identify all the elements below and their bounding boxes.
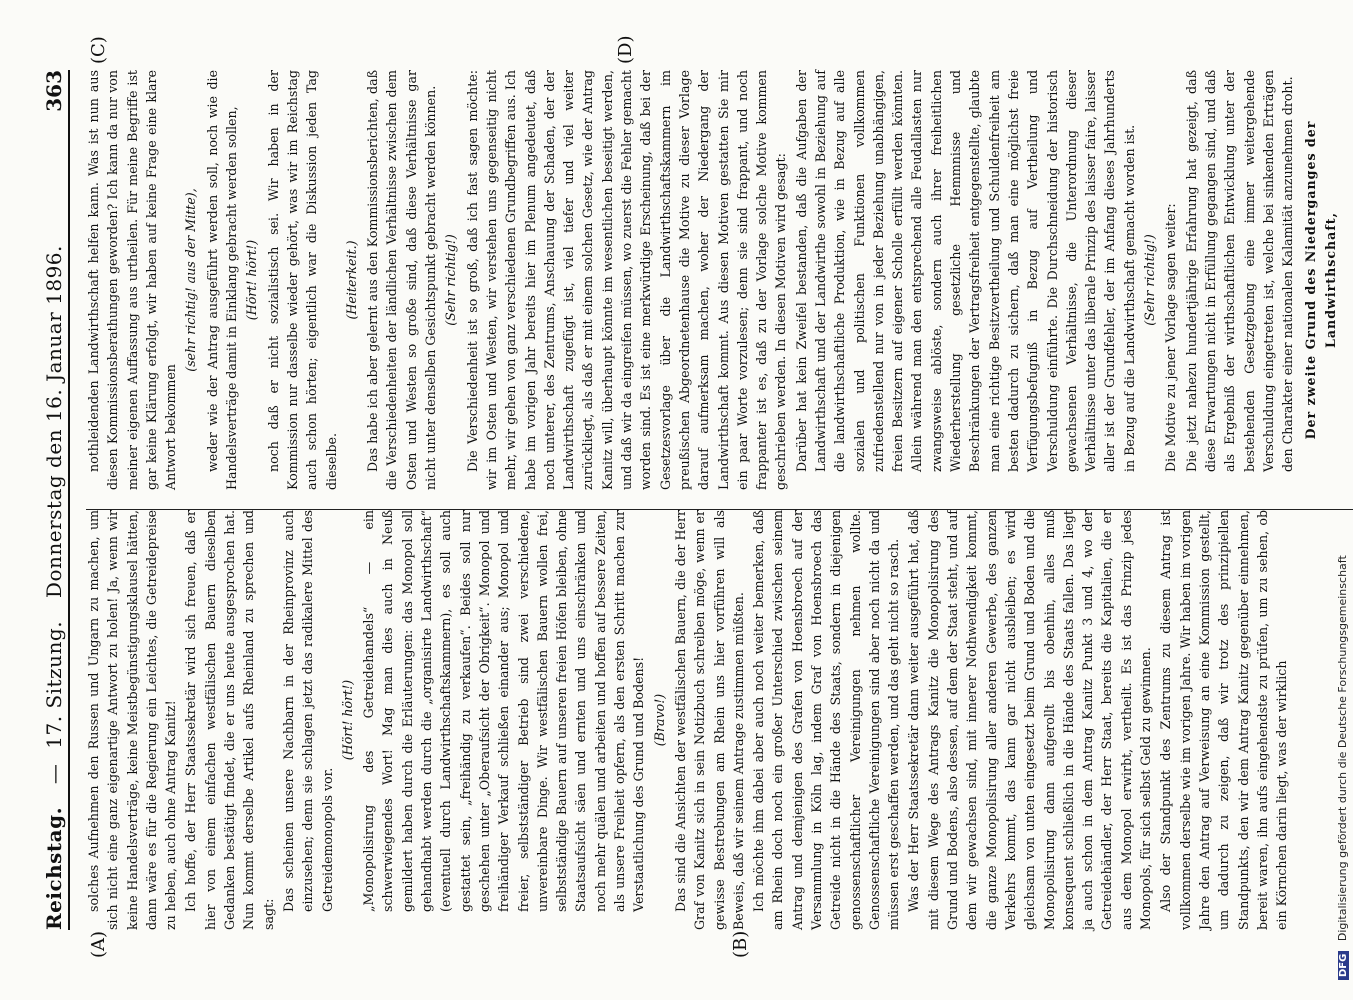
dfg-logo-icon: DFG (1338, 951, 1349, 980)
paragraph: Ich möchte ihm dabei aber auch noch weiter bemerken, daß am Rhein doch noch ein großer Unterschied zwischen seinem Antrag und demjenigen des Grafen von Hoensbroech auf der Versammlung in Köln lag, indem Graf von Hoensbroech das Getreide nicht in die Hände des Staats, sondern in diejenigen genossenschaftlicher Vereinigungen nehmen wollte. Genossenschaftliche Vereinigungen sind aber noch nicht da und müssen erst geschaffen werden, und das geht nicht so rasch. (751, 510, 902, 930)
quotation: „Monopolisirung des Getreidehandels“ — ein schwerwiegendes Wort! Mag man dies auch in Neuß gemildert haben durch die Erläuterungen: das Monopol soll gehandhabt werden durch die „organisirte Landwirthschaft“ (eventuell durch Landwirthschaftskammern), es soll auch gestattet sein, „freihändig zu verkaufen“. Beides soll nur geschehen unter „Oberaufsicht der Obrigkeit“. Monopol und freihändiger Verkauf schließen einander aus; Monopol und freier, selbstständiger Betrieb sind zwei verschiedene, unvereinbare Dinge. Wir westfälischen Bauern wollen frei, selbstständige Bauern auf unseren freien Höfen bleiben, ohne Staatsaufsicht säen und ernten und uns einschränken und noch mehr quälen und arbeiten und hoffen auf bessere Zeiten, als unsere Freiheit opfern, als den ersten Schritt machen zur Verstaatlichung des Grund und Bodens! (361, 510, 647, 912)
header-session: 17. Sitzung. (42, 620, 66, 749)
paragraph: Das sind die Ansichten der westfälischen Bauern, die der Herr Graf von Kanitz sich in sein Notizbuch schreiben möge, wenn er gewisse Bestrebungen am Rhein uns hier vorführen will als Beweis, daß wir seinem Antrage zustimmen müßten. (672, 510, 746, 930)
left-text-column (84, 510, 1292, 930)
paragraph: weder wie der Antrag ausgeführt werden soll, noch wie die Handelsverträge damit in Einklang gebracht werden sollen, (204, 70, 240, 490)
paragraph: Also der Standpunkt des Zentrums zu diesem Antrag ist vollkommen derselbe wie im vorigen Jahre. Wir haben im vorigen Jahre den Antrag auf Verweisung an eine Kommission gestellt, um dadurch zu zeigen, daß wir trotz des prinzipiellen Standpunkts, den wir dem Antrag Kanitz gegenüber einnehmen, bereit waren, ihn aufs eingehendste zu prüfen, um zu sehen, ob ein Körnchen darin liegt, was der wirklich (1158, 510, 1290, 930)
margin-marker-a: (A) (88, 930, 109, 958)
right-text-column (84, 70, 1341, 490)
interjection: (Sehr richtig!) (443, 234, 459, 326)
page-header (38, 70, 70, 930)
paragraph: noch daß er nicht sozialistisch sei. Wir haben in der Kommission nur dasselbe wieder gehört, was wir im Reichstag auch schon hörten; eigentlich war die Diskussion jeden Tag dieselbe. (265, 70, 339, 490)
margin-marker-d: (D) (615, 35, 636, 64)
section-heading: Der zweite Grund des Niederganges der Landwirthschaft, (1303, 120, 1338, 440)
interjection: (Hört! hört!) (244, 239, 260, 321)
interjection: (Heiterkeit.) (343, 240, 359, 320)
interjection: (Hört! hört!) (339, 679, 355, 761)
margin-marker-b: (B) (730, 930, 751, 958)
quotation: Darüber hat kein Zweifel bestanden, daß die Aufgaben der Landwirthschaft und der Landwirthe sowohl in Beziehung auf die landwirthschaftliche Produktion, wie in Bezug auf alle sozialen und politischen Funktionen vollkommen zufriedenstellend nur von in jeder Beziehung unabhängigen, freien Besitzern auf eigener Scholle erfüllt werden könnten. Allein während man den entsprechend alle Feudallasten nur zwangsweise ablöste, sondern auch ihrer freiheitlichen Wiederherstellung gesetzliche Hemmnisse und Beschränkungen der Vertragsfreiheit entgegenstellte, glaubte man eine richtige Besitzvertheilung und Schuldenfreiheit am besten dadurch zu sichern, daß man eine möglichst freie Verfügungsbefugniß in Bezug auf Vertheilung und Verschuldung einführte. Die Durchschneidung der historisch gewachsenen Verhältnisse, die Unterordnung dieser Verhältnisse unter das liberale Prinzip des laisser faire, laisser aller ist der Grundfehler, der im Anfang dieses Jahrhunderts in Bezug auf die Landwirthschaft gemacht worden ist. (793, 70, 1137, 472)
paragraph: Ich hoffe, der Herr Staatssekretär wird sich freuen, daß er hier von einem einfachen westfälischen Bauern dieselben Gedanken bestätigt findet, die er uns heute ausgesprochen hat. Nun kommt derselbe Artikel aufs Rheinland zu sprechen und sagt: (183, 510, 276, 930)
paragraph: Das habe ich aber gelernt aus den Kommissionsberichten, daß die Verschiedenheiten der ländlichen Verhältnisse zwischen dem Osten und Westen so große sind, daß diese Verhältnisse gar nicht unter denselben Gesichtspunkt gebracht werden können. (365, 70, 439, 490)
column-divider (86, 509, 1353, 510)
header-separator: — (42, 763, 66, 785)
paragraph: nothleidenden Landwirthschaft helfen kann. Was ist nun aus diesen Kommissionsberathungen geworden? Ich kann da nur von meiner eigenen Auffassung aus urtheilen. Für meine Begriffe ist gar keine Klärung erfolgt, wir haben auf keine Frage eine klare Antwort bekommen (86, 70, 179, 490)
funding-text: Digitalisierung gefördert durch die Deutsche Forschungsgemeinschaft (1336, 555, 1349, 942)
interjection: (Bravo!) (651, 693, 667, 747)
interjection: (Sehr richtig!) (1142, 234, 1158, 326)
interjection: (sehr richtig! aus der Mitte), (183, 188, 199, 372)
paragraph: Die Verschiedenheit ist so groß, daß ich fast sagen möchte: wir im Osten und Westen, wir verstehen uns gegenseitig nicht mehr, wir gehen von ganz verschiedenen Grundbegriffen aus. Ich habe im vorigen Jahr bereits hier im Plenum angedeutet, daß noch unterer, des Zentrums, Anschauung der Schaden, der der Landwirthschaft zugefügt ist, viel tiefer und viel weiter zurückliegt, als daß er mit einem solchen Gesetz, wie der Antrag Kanitz will, überhaupt könnte im wesentlichen beseitigt werden, und daß wir da eingreifen müssen, wo zuerst die Fehler gemacht worden sind. Es ist eine merkwürdige Erscheinung, daß bei der Gesetzesvorlage über die Landwirthschaftskammern im preußischen Abgeordnetenhause die Motive zu dieser Vorlage darauf aufmerksam machen, woher der Niedergang der Landwirthschaft kommt. Aus diesen Motiven gestatten Sie mir ein paar Worte vorzulesen; denn sie sind frappant, und noch frappanter ist es, daß zu der Vorlage solche Motive kommen geschrieben werden. In diesen Motiven wird gesagt: (464, 70, 789, 490)
quotation: Die jetzt nahezu hundertjährige Erfahrung hat gezeigt, daß diese Erwartungen nicht in Erfüllung gegangen sind, und daß als Ergebniß der wirthschaftlichen Entwicklung unter der bestehenden Gesetzgebung eine immer weitergehende Verschuldung eingetreten ist, welche bei sinkenden Erträgen den Charakter einer nationalen Kalamität anzunehmen droht. (1183, 70, 1296, 472)
margin-marker-c: (C) (88, 36, 109, 64)
running-head (42, 245, 66, 930)
quotation: Das scheinen unsere Nachbarn in der Rheinprovinz auch einzusehen; denn sie schlagen jetzt das radikalere Mittel des Getreidemonopols vor. (280, 510, 335, 912)
page-number: 363 (42, 70, 66, 112)
paragraph: Die Motive zu jener Vorlage sagen weiter: (1163, 203, 1179, 472)
paragraph: solches Aufnehmen den Russen und Ungarn zu machen, um sich nicht eine ganz eigenartige Antwort zu holen! Ja, wenn wir keine Handelsverträge, keine Meistbegünstigungsklausel hätten, dann wäre es für die Regierung ein Leichtes, die Getreidepreise zu heben, auch ohne Antrag Kanitz! (86, 510, 179, 930)
paragraph: Was der Herr Staatssekretär dann weiter ausgeführt hat, daß mit diesem Wege des Antrags Kanitz die Monopolisirung des Grund und Bodens, also dessen, auf dem der Staat steht, und auf dem wir gewachsen sind, mit innerer Nothwendigkeit kommt, die ganze Monopolisirung aller anderen Gewerbe, des ganzen Verkehrs kommt, das kann gar nicht ausbleiben; es wird gleichsam von unten eingesetzt beim Grund und Boden und die Monopolisirung dann aufgerollt bis obenhin, alles muß konsequent schließlich in die Hände des Staats fallen. Das liegt ja auch schon in dem Antrag Kanitz Punkt 3 und 4, wo der Getreidehändler, der Herr Staat, bereits die Kapitalien, die er aus dem Monopol erwirbt, vertheilt. Es ist das Prinzip jedes Monopols, für sich selbst Geld zu gewinnen. (906, 510, 1154, 930)
funding-note (1336, 20, 1349, 980)
header-title: Reichstag. (42, 806, 66, 930)
header-date: Donnerstag den 16. Januar 1896. (42, 245, 66, 599)
